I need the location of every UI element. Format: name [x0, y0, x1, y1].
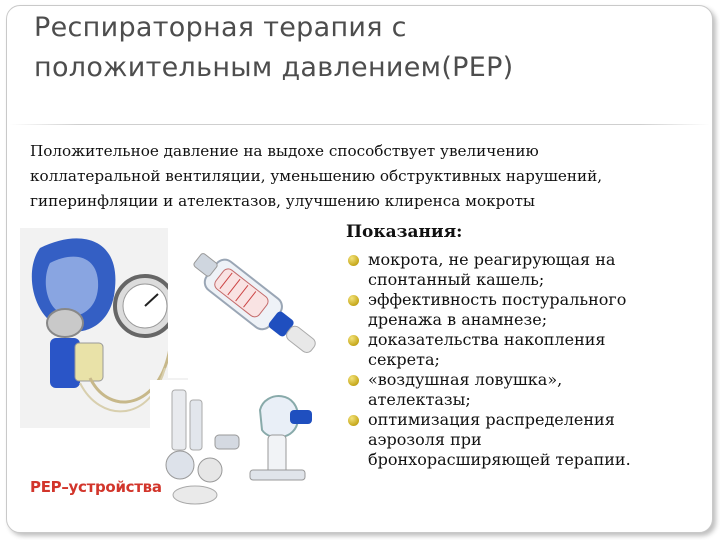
list-item: [346, 290, 696, 330]
list-item: [346, 370, 696, 410]
pep-nebulizer-illustration: [150, 380, 325, 512]
list-item-line: бронхорасширяющей терапии.: [368, 450, 631, 469]
bullet-icon: [348, 295, 359, 306]
indications-heading: Показания:: [346, 222, 463, 242]
list-item-line: мокрота, не реагирующая на: [368, 250, 616, 269]
title-line-1: Респираторная терапия с: [34, 12, 407, 43]
intro-line-2: коллатеральной вентиляции, уменьшению обструктивных нарушений,: [30, 167, 603, 185]
list-item: [346, 250, 696, 290]
title-divider: [10, 124, 710, 125]
slide-title: [34, 8, 694, 88]
title-line-2: положительным давлением(PEP): [34, 52, 514, 83]
bullet-icon: [348, 335, 359, 346]
pep-nebulizer-devices-photo: [150, 380, 325, 512]
bullet-icon: [348, 375, 359, 386]
intro-paragraph: [30, 139, 700, 214]
list-item-line: ателектазы;: [368, 390, 471, 409]
list-item: [346, 330, 696, 370]
bullet-icon: [348, 415, 359, 426]
list-item-line: аэрозоля при: [368, 430, 482, 449]
pep-devices-caption: PEP–устройства: [30, 478, 162, 496]
list-item-line: доказательства накопления: [368, 330, 606, 349]
list-item-line: спонтанный кашель;: [368, 270, 545, 289]
intro-line-3: гиперинфляции и ателектазов, улучшению клиренса мокроты: [30, 192, 535, 210]
bullet-icon: [348, 255, 359, 266]
intro-line-1: Положительное давление на выдохе способствует увеличению: [30, 142, 539, 160]
list-item-line: «воздушная ловушка»,: [368, 370, 563, 389]
pep-flutter-device-illustration: [168, 228, 318, 378]
list-item-line: дренажа в анамнезе;: [368, 310, 548, 329]
pep-flutter-device-photo: [168, 228, 318, 378]
indications-list: [346, 250, 696, 470]
list-item-line: секрета;: [368, 350, 440, 369]
list-item-line: оптимизация распределения: [368, 410, 615, 429]
list-item-line: эффективность постурального: [368, 290, 627, 309]
list-item: [346, 410, 696, 470]
